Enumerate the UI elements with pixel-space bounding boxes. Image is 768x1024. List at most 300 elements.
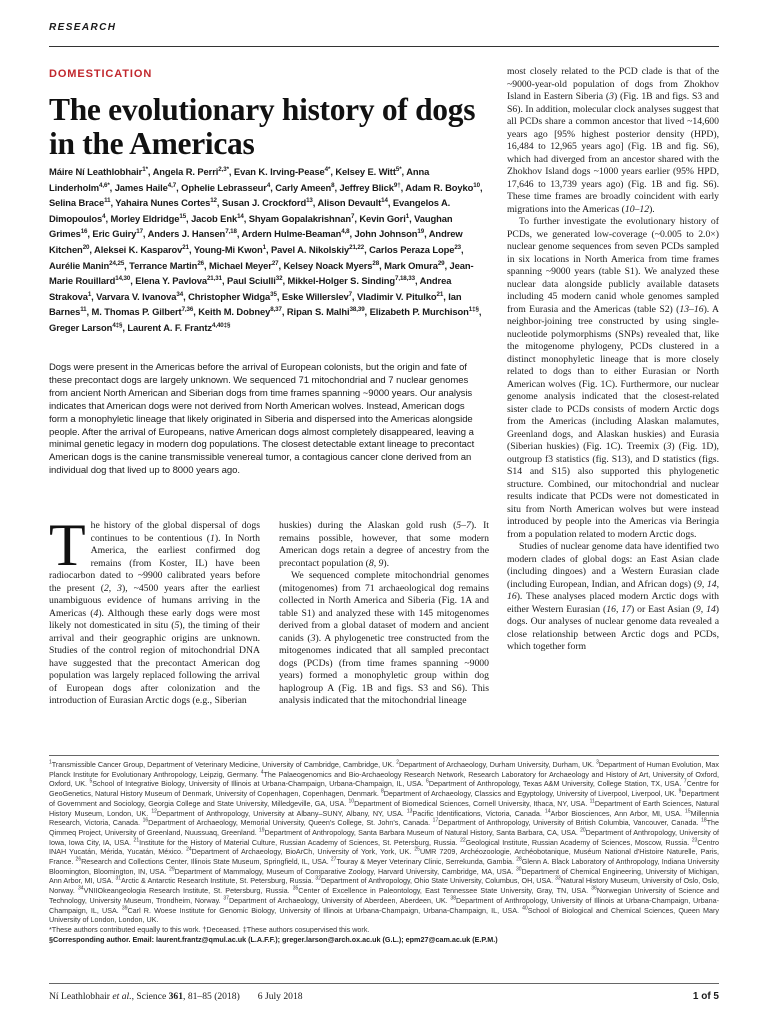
author-list: Máire Ní Leathlobhair$^{1*}$, Angela R. Perri$^{2,3*}$, Evan K. Irving-Pease$^{4*}$, Kelsey E. Witt$^{5*}$, Anna Linderholm$^{4,6*}$, James Haile$^{4,7}$, Ophelie Lebrasseur$^4$, Carly Ameen$^8$, Jeffrey Blick$^{9\dagger}$, Adam R. Boyko$^{10}$, Selina Brace$^{11}$, Yahaira Nunes Cortes$^{12}$, Susan J. Crockford$^{13}$, Alison Devault$^{14}$, Evangelos A. Dimopoulos$^4$, Morley Eldridge$^{15}$, Jacob Enk$^{14}$, Shyam Gopalakrishnan$^7$, Kevin Gori$^1$, Vaughan Grimes$^{16}$, Eric Guiry$^{17}$, Anders J. Hansen$^{7,18}$, Ardern Hulme-Beaman$^{4,8}$, John Johnson$^{19}$, Andrew Kitchen$^{20}$, Aleksei K. Kasparov$^{21}$, Young-Mi Kwon$^1$, Pavel A. Nikolskiy$^{21,22}$, Carlos Peraza Lope$^{23}$, Aurélie Manin$^{24,25}$, Terrance Martin$^{26}$, Michael Meyer$^{27}$, Kelsey Noack Myers$^{28}$, Mark Omura$^{29}$, Jean-Marie Rouillard$^{14,30}$, Elena Y. Pavlova$^{21,31}$, Paul Sciulli$^{32}$, Mikkel-Holger S. Sinding$^{7,18,33}$, Andrea Strakova$^1$, Varvara V. Ivanova$^{34}$, Christopher Widga$^{35}$, Eske Willerslev$^7$, Vladimir V. Pitulko$^{21}$, Ian Barnes$^{11}$, M. Thomas P. Gilbert$^{7,36}$, Keith M. Dobney$^{8,37}$, Ripan S. Malhi$^{38,39}$, Elizabeth P. Murchison$^{1\ddagger\S}$, Greger Larson$^{4\ddagger\S}$, Laurent A. F. Frantz$^{4,40\ddagger\S}$ xyxy=(49,165,483,333)
author xyxy=(92,228,143,239)
author-name: Evan K. Irving-Pease xyxy=(233,166,325,177)
author-affiliation-marker: 4,7 xyxy=(167,181,177,189)
author-name: Shyam Gopalakrishnan xyxy=(248,212,351,224)
text-run: ). A neighbor-joining tree constructed by using single-nucleotide polymorphisms (SNPs) revealed that, like the mitogenome phylogeny, PCDs clustered in a distinct monophyletic lineage that is more closely related to dogs than to either Eurasian or North American wolves (Fig. 1C). Furthermore, our nuclear genome analysis indicated that the closest-related sister clade to PCDs consists of modern Arctic dogs from the Americas (including Alaskan malamutes, Greenland dogs, and Alaskan huskies) and Eurasia (Siberian huskies) (Fig. 1C). Treemix ( xyxy=(507,303,720,452)
affiliation-text: Department of Anthropology, University at Albany–SUNY, Albany, NY, USA. xyxy=(156,808,407,818)
paragraph xyxy=(507,216,719,541)
author-affiliation-marker: 14 xyxy=(237,212,244,220)
author-name: Paul Sciulli xyxy=(226,275,276,287)
author xyxy=(384,260,444,271)
affiliation-number: 36 xyxy=(591,885,597,892)
affiliation-number: 15 xyxy=(685,808,691,815)
affiliation-text: Geological Institute, Russian Academy of Sciences, Moscow, Russia. xyxy=(465,837,692,847)
author xyxy=(49,260,124,271)
text-run: – xyxy=(689,303,694,315)
paragraph xyxy=(279,520,489,570)
reference-number: 9 xyxy=(378,557,384,569)
author-name: Young-Mi Kwon xyxy=(193,243,263,255)
author-affiliation-marker: 4,6* xyxy=(99,181,110,189)
author-affiliation-marker: 26 xyxy=(197,259,204,267)
affiliation-number: 6 xyxy=(426,779,429,786)
paragraph xyxy=(49,512,261,708)
author-name: Alison Devault xyxy=(317,197,382,209)
paragraph xyxy=(279,570,489,708)
author xyxy=(242,228,350,239)
reference-number: 7 xyxy=(465,520,471,531)
author-affiliation-marker: 8,37 xyxy=(270,306,282,314)
author-affiliation-marker: 7 xyxy=(348,290,352,298)
page-number: 1 of 5 xyxy=(692,991,719,1002)
author xyxy=(234,166,330,177)
reference-number: 8 xyxy=(368,557,374,569)
section-label: DOMESTICATION xyxy=(49,68,153,80)
author xyxy=(96,291,183,302)
author xyxy=(222,197,313,208)
author xyxy=(227,275,283,286)
affiliation-text: VNIIOkeangeologia Research Institute, St. Petersburg, Russia. xyxy=(83,886,293,896)
affiliation-number: 13 xyxy=(406,808,413,815)
citation-volume: 361 xyxy=(168,991,184,1002)
paragraph xyxy=(507,541,719,654)
author-affiliation-marker: 4 xyxy=(102,212,106,220)
affiliation-number: 38 xyxy=(450,895,456,902)
author xyxy=(405,182,480,193)
affiliation-number: 3 xyxy=(596,759,599,766)
affiliation-text: Department of Anthropology, Santa Barbara Museum of Natural History, Santa Barbara, CA, USA. xyxy=(264,827,581,837)
author-affiliation-marker: 21,22 xyxy=(349,243,365,251)
author-affiliation-marker: 29 xyxy=(437,259,445,267)
affiliation-number: 25 xyxy=(414,846,420,853)
author-affiliation-marker: 10 xyxy=(473,181,480,189)
author xyxy=(287,275,414,286)
top-rule xyxy=(49,46,719,47)
author-name: Elena Y. Pavlova xyxy=(135,275,207,287)
affiliation-text: Glenn A. Black Laboratory of Anthropology, Indiana University Bloomington, Bloomington, IN, USA. xyxy=(49,857,719,876)
author-name: Elizabeth P. Murchison xyxy=(369,306,469,318)
affiliation-number: 4 xyxy=(260,769,264,776)
author-name: Anders J. Hansen xyxy=(147,228,226,240)
affiliation-text: Department of Archaeology, University of Aberdeen, Aberdeen, UK. xyxy=(228,895,451,905)
author xyxy=(275,182,334,193)
affiliation-text: School of Integrative Biology, University of Illinois at Urbana-Champaign, Urbana-Champaign, IL, USA. xyxy=(92,779,427,789)
author-name: Angela R. Perri xyxy=(152,166,219,177)
author-affiliation-marker: 1 xyxy=(405,212,410,220)
text-run: ) or East Asian ( xyxy=(630,603,696,615)
bottom-rule xyxy=(49,983,719,984)
affiliation-number: 22 xyxy=(460,837,466,844)
affiliation-text: Arctic & Antarctic Research Institute, St. Petersburg, Russia. xyxy=(121,876,316,886)
author xyxy=(115,182,176,193)
author-affiliation-marker: 1‡§ xyxy=(468,306,479,314)
affiliation-text: Arbor Biosciences, Ann Arbor, MI, USA. xyxy=(550,808,686,818)
author-name: Ardern Hulme-Beaman xyxy=(241,228,342,240)
text-run: ). xyxy=(383,557,390,569)
author-name: Aurélie Manin xyxy=(49,259,110,271)
author xyxy=(94,244,189,255)
text-run: he history of the global dispersal of dogs continues to be contentious ( xyxy=(90,520,260,544)
author-name: Andrew Kitchen xyxy=(49,228,463,255)
author-name: Eske Willerslev xyxy=(281,290,349,302)
text-run: ) (Fig. 1B and figs. S3 and S6). In addition, molecular clock analyses suggest that all PCDs share a common ancestor that lived ~14,600 years ago [95% highest posterior density (HPD), 16,484 to 12,965 years ago] (Fig. 1B and fig. S6), which had diverged from an ancestor shared with the Zhokhov Island dogs ~1000 years earlier (95% HPD, 17,646 to 13,739 years ago) (Fig. 1B and fig. S6). These time frames are broadly coincident with early migrations into the Americas ( xyxy=(507,91,719,215)
author xyxy=(191,213,244,224)
affiliation-text: Department of Government and Sociology, Georgia College and State University, Milledgeville, GA, USA. xyxy=(49,789,719,808)
author-affiliation-marker: 23 xyxy=(454,243,462,251)
author-affiliation-marker: 4 xyxy=(266,181,271,189)
footnote-rule xyxy=(49,755,719,756)
author-affiliation-marker: 12 xyxy=(210,197,217,205)
affiliation-text: Touray & Meyer Veterinary Clinic, Serrekunda, Gambia. xyxy=(336,857,517,867)
affiliation-number: 33 xyxy=(555,876,561,883)
footnotes xyxy=(49,760,719,944)
author xyxy=(153,166,229,177)
text-run: ). A phylogenetic tree constructed from the mitogenomes indicated that all sampled precontact dogs (PCDs) (from time frames spanning ~9000 years) formed a monophyletic group within dog haplogroup A (Fig. 1B and figs. S3 and S6). This analysis indicated that the mitochondrial lineage xyxy=(279,632,489,706)
affiliation-number: 16 xyxy=(142,817,149,824)
reference-number: 5 xyxy=(456,520,462,531)
author xyxy=(115,197,217,208)
paragraph xyxy=(507,66,719,216)
text-run: – xyxy=(634,203,640,215)
affiliation-text: Department of Archaeology, Durham University, Durham, UK. xyxy=(399,760,597,769)
affiliation-number: 27 xyxy=(330,856,337,863)
author-affiliation-marker: 1* xyxy=(142,165,148,173)
affiliation-number: 7 xyxy=(683,779,687,786)
author-affiliation-marker: 7 xyxy=(350,212,355,220)
affiliation-text: School of Biological and Chemical Sciences, Queen Mary University of London, London, UK. xyxy=(49,905,719,925)
author-name: Evangelos A. Dimopoulos xyxy=(49,197,451,224)
author xyxy=(284,260,380,271)
author xyxy=(129,260,204,271)
author-name: Aleksei K. Kasparov xyxy=(94,243,183,255)
equal-contribution-note: *These authors contributed equally to this work. †Deceased. ‡These authors cosupervised this work. xyxy=(49,924,370,934)
reference-number: 14 xyxy=(706,578,717,590)
reference-number: 10 xyxy=(624,203,635,215)
affiliation-number: 28 xyxy=(516,856,522,863)
body-column-1 xyxy=(49,512,261,708)
author-affiliation-marker: 1 xyxy=(87,290,92,298)
author-affiliation-marker: 24,25 xyxy=(109,259,125,267)
author-name: Vaughan Grimes xyxy=(49,212,453,240)
author-affiliation-marker: 20 xyxy=(82,243,90,251)
affiliation-number: 23 xyxy=(691,837,698,844)
author-affiliation-marker: 7,18,33 xyxy=(395,275,415,283)
author-affiliation-marker: 16 xyxy=(80,228,88,236)
author-name: Mikkel-Holger S. Sinding xyxy=(287,275,395,287)
author xyxy=(357,291,443,302)
author-affiliation-marker: 27 xyxy=(271,259,279,267)
reference-number: 16 xyxy=(507,591,517,602)
citation-etal: et al. xyxy=(112,991,132,1002)
author-affiliation-marker: 1 xyxy=(262,243,266,251)
affiliation-number: 8 xyxy=(380,788,384,795)
author-name: Morley Eldridge xyxy=(110,212,180,224)
author-name: Máire Ní Leathlobhair xyxy=(49,166,143,177)
text-run: ). It remains possible, however, that some modern American dogs retain a degree of ancestry from the precontact population ( xyxy=(279,520,489,569)
author-affiliation-marker: 21 xyxy=(182,243,189,251)
reference-number: 13 xyxy=(679,303,690,315)
affiliation-text: Centro INAH Yucatán, Mérida, Yucatán, México. xyxy=(49,837,719,857)
affiliation-text: Department of Anthropology, University of Iowa, Iowa City, IA, USA. xyxy=(49,827,719,847)
affiliation-text: Center of Excellence in Paleontology, East Tennessee State University, Gray, TN, USA. xyxy=(298,886,592,896)
author-name: Eric Guiry xyxy=(92,228,137,240)
text-run: ). xyxy=(649,203,655,215)
author-name: Ian Barnes xyxy=(49,290,462,318)
affiliation-text: Norwegian University of Science and Technology, University Museum, Trondheim, Norway. xyxy=(49,886,719,905)
affiliation-text: Department of Mammalogy, Museum of Comparative Zoology, Harvard University, Cambridge, MA, USA. xyxy=(174,866,516,876)
author-name: Kelsey Noack Myers xyxy=(283,259,373,271)
text-run: ). In North America, the earliest confirmed dog remains (from Koster, IL) have been radiocarbon dated to ~9900 calibrated years before the present ( xyxy=(49,532,260,594)
affiliation-number: 37 xyxy=(223,895,229,902)
author-affiliation-marker: 5* xyxy=(395,165,402,173)
text-run: ) (Fig. 1D), outgroup f3 statistics (fig. S13), and D statistics (figs. S14 and S15) also supported this phylogenetic structure. Combined, our mitochondrial and nuclear results indicate that PCDs were not domesticated in situ from North American wolves but were instead introduced by people into the Americas via Beringia from a population related to modern Arctic dogs. xyxy=(507,441,719,540)
author xyxy=(148,228,237,239)
author xyxy=(287,306,365,317)
affiliation-number: 12 xyxy=(151,808,157,815)
reference-number: 2 xyxy=(103,582,109,594)
text-run: , xyxy=(108,582,118,594)
author-affiliation-marker: 11 xyxy=(80,306,87,314)
author xyxy=(135,275,222,286)
author-affiliation-marker: 34 xyxy=(176,290,184,298)
reference-number: 14 xyxy=(706,603,716,615)
author xyxy=(249,213,355,224)
citation-pages: , 81–85 (2018) xyxy=(183,991,240,1002)
text-run: To further investigate the evolutionary history of PCDs, we generated low-coverage (~0.005 to 2.0×) nuclear genome sequences from seven PCDs sampled in six locations in North America from time frames spanning ~9000 years (table S1). We analyzed these nuclear data alongside publicly available datasets including 45 modern canid whole genomes sampled from Eurasia and the Americas (table S2) ( xyxy=(507,216,719,315)
affiliation-number: 20 xyxy=(580,827,586,834)
affiliation-number: 40 xyxy=(522,905,528,912)
author-name: Greger Larson xyxy=(49,321,113,333)
corresponding-author: §Corresponding author. Email: laurent.frantz@qmul.ac.uk (L.A.F.F.); greger.larson@arch.ox.ac.uk (G.L.); epm27@cam.ac.uk (E.P.M.) xyxy=(49,934,498,944)
affiliation-text: Department of Anthropology, Texas A&M University, College Station, TX, USA. xyxy=(428,779,684,789)
author-affiliation-marker: 17 xyxy=(136,228,143,236)
author-affiliation-marker: 21 xyxy=(436,290,444,298)
author-name: Vladimir V. Pitulko xyxy=(356,290,437,302)
text-run: ). Although these early dogs were most likely not domesticated in situ ( xyxy=(49,607,260,631)
author-name: Varvara V. Ivanova xyxy=(96,290,177,302)
author xyxy=(188,291,277,302)
author xyxy=(355,228,425,239)
affiliation-number: 19 xyxy=(258,827,265,834)
author-affiliation-marker: 7,18 xyxy=(225,228,237,236)
author-affiliation-marker: 13 xyxy=(306,197,313,205)
reference-number: 17 xyxy=(621,603,631,615)
author-name: Carly Ameen xyxy=(275,181,332,193)
author-affiliation-marker: 19 xyxy=(417,228,425,236)
affiliation-number: 17 xyxy=(432,817,439,824)
author-affiliation-marker: 35 xyxy=(270,290,277,298)
author-affiliation-marker: 7,36 xyxy=(181,306,194,314)
affiliation-number: 30 xyxy=(515,866,522,873)
author xyxy=(49,322,122,333)
reference-number: 3 xyxy=(117,582,122,594)
affiliation-text: Millennia Research, Victoria, Canada. xyxy=(49,808,719,828)
citation-journal: , Science xyxy=(131,991,169,1002)
author-name: Carlos Peraza Lope xyxy=(369,243,455,255)
author-affiliation-marker: 9† xyxy=(393,181,401,189)
author-affiliation-marker: 14 xyxy=(381,197,388,205)
author-affiliation-marker: 4,8 xyxy=(341,228,350,236)
author-affiliation-marker: 32 xyxy=(275,275,283,283)
body-column-2 xyxy=(279,520,489,708)
author-affiliation-marker: 38,39 xyxy=(349,306,365,314)
author-name: Susan J. Crockford xyxy=(221,197,307,209)
reference-number: 5 xyxy=(174,620,180,631)
text-run: , xyxy=(615,603,622,615)
affiliation-number: 9 xyxy=(678,788,682,795)
author-affiliation-marker: 15 xyxy=(179,212,187,220)
affiliation-text: UMR 7209, Archéozoologie, Archéobotanique, Muséum National d'Histoire Naturelle, Paris, France. xyxy=(49,847,719,867)
drop-cap: T xyxy=(49,512,86,578)
affiliation-text: Department of Biomedical Sciences, Cornell University, Ithaca, NY, USA. xyxy=(354,798,590,808)
author-name: Laurent A. F. Frantz xyxy=(127,321,212,333)
reference-number: 3 xyxy=(609,91,614,102)
author-name: M. Thomas P. Gilbert xyxy=(91,306,182,318)
text-run: We sequenced complete mitochondrial genomes (mitogenomes) from 71 archaeological dog remains collected in North America and Siberia (Fig. 1A and table S1) and analyzed these with 145 mitogenomes derived from a global dataset of modern and ancient canids ( xyxy=(279,570,489,644)
text-run: ), ~4500 years after the earliest unambiguous evidence of humans arriving in the Americas ( xyxy=(49,582,260,619)
affiliation-number: 35 xyxy=(292,885,299,892)
affiliation-number: 2 xyxy=(396,759,399,766)
affiliation-number: 29 xyxy=(169,866,175,873)
author-affiliation-marker: 11 xyxy=(104,197,111,205)
citation-name: Ní Leathlobhair xyxy=(49,991,113,1002)
author-name: Ripan S. Malhi xyxy=(286,306,350,318)
text-run: , xyxy=(700,603,707,615)
author-affiliation-marker: 4,40‡§ xyxy=(212,321,231,329)
reference-number: 4 xyxy=(93,607,99,619)
author xyxy=(335,166,401,177)
affiliation-text: Department of Anthropology, Ohio State University, Columbus, OH, USA. xyxy=(320,876,556,886)
author-name: Selina Brace xyxy=(49,197,105,209)
author xyxy=(317,197,387,208)
author xyxy=(92,306,194,317)
affiliation-text: Natural History Museum, University of Oslo, Oslo, Norway. xyxy=(49,876,720,896)
affiliation-number: 5 xyxy=(89,779,93,786)
affiliation-number: 31 xyxy=(115,876,122,883)
affiliation-number: 26 xyxy=(75,856,82,863)
author xyxy=(369,244,461,255)
author-affiliation-marker: 28 xyxy=(372,259,380,267)
author-name: Kelsey E. Witt xyxy=(335,166,396,177)
affiliation-text: Pacific Identifications, Victoria, Canada. xyxy=(412,808,545,818)
affiliation-text: Carl R. Woese Institute for Genomic Biology, University of Illinois at Urbana-Champaign, Urbana-Champaign, IL, USA. xyxy=(127,905,523,915)
affiliation-number: 10 xyxy=(348,798,355,805)
reference-number: 16 xyxy=(606,603,616,615)
affiliation-text: The Qimmeq Project, University of Greenland, Nuussuaq, Greenland. xyxy=(49,818,720,837)
affiliation-number: 32 xyxy=(315,876,321,883)
author-name: Christopher Widga xyxy=(188,290,271,302)
author xyxy=(339,182,400,193)
author-name: Terrance Martin xyxy=(129,259,198,271)
affiliation-number: 34 xyxy=(78,885,84,892)
author-affiliation-marker: 4* xyxy=(324,165,331,173)
author-name: John Johnson xyxy=(354,228,418,240)
author-name: Jean-Marie Rouillard xyxy=(49,259,474,287)
author-name: Keith M. Dobney xyxy=(198,306,271,318)
affiliation-number: 18 xyxy=(701,817,707,824)
reference-number: 3 xyxy=(666,441,672,452)
text-run: Studies of nuclear genome data have identified two modern clades of global dogs: an East Asian clade (including dingoes) and a Western Eurasian clade (including European, Indian, and African dogs) ( xyxy=(507,541,719,590)
author-name: Anna Linderholm xyxy=(49,166,430,193)
footer-citation xyxy=(49,991,303,1002)
affiliation-text: Research and Collections Center, Illinois State Museum, Springfield, IL, USA. xyxy=(81,857,331,867)
affiliations xyxy=(49,760,719,924)
author xyxy=(282,291,352,302)
text-run: , xyxy=(373,557,379,569)
affiliation-text: The Palaeogenomics and Bio-Archaeology Research Network, Research Laboratory for Archaeology and History of Art, University of Oxford, Oxford, UK. xyxy=(49,769,719,789)
author xyxy=(181,182,270,193)
affiliation-text: Transmissible Cancer Group, Department of Veterinary Medicine, University of Cambridge, Cambridge, UK. xyxy=(51,760,397,769)
reference-number: 9 xyxy=(695,603,701,615)
affiliation-text: Department of Archaeology, BioArCh, University of York, York, UK. xyxy=(191,847,415,857)
author xyxy=(359,213,409,224)
author xyxy=(198,306,282,317)
author-name: Kevin Gori xyxy=(359,212,406,224)
author-name: Andrea Strakova xyxy=(49,275,452,302)
affiliation-text: Department of Earth Sciences, Natural History Museum, London, UK. xyxy=(49,798,719,818)
author-name: Adam R. Boyko xyxy=(405,181,474,193)
affiliation-text: Department of Chemical Engineering, University of Michigan, Ann Arbor, MI, USA. xyxy=(49,866,719,886)
affiliation-text: Department of Human Evolution, Max Planck Institute for Evolutionary Anthropology, Leipzig, Germany. xyxy=(49,760,719,779)
author-name: Mark Omura xyxy=(384,259,438,271)
article-title: The evolutionary history of dogs in the Americas xyxy=(49,92,476,161)
body-column-3 xyxy=(507,66,719,654)
reference-number: 16 xyxy=(693,303,704,315)
author-name: Jeffrey Blick xyxy=(339,181,394,193)
affiliation-text: Department of Archaeology, Classics and Egyptology, University of Liverpool, Liverpool, UK. xyxy=(383,789,679,799)
affiliation-text: Department of Archaeology, Memorial University, Queen's College, St. John's, Canada. xyxy=(148,818,433,828)
author-name: James Haile xyxy=(114,181,168,193)
text-run: , xyxy=(701,578,707,590)
author xyxy=(49,166,148,177)
text-run: , xyxy=(716,578,720,590)
author xyxy=(209,260,278,271)
affiliation-number: 39 xyxy=(121,905,128,912)
affiliation-text: Department of Anthropology, University of Illinois at Urbana-Champaign, Urbana-Champaign, IL, USA. xyxy=(49,895,719,915)
author-name: Pavel A. Nikolskiy xyxy=(271,243,350,255)
reference-number: 9 xyxy=(697,578,702,590)
affiliation-number: 21 xyxy=(133,837,140,844)
author-affiliation-marker: 8 xyxy=(331,181,335,189)
author xyxy=(127,322,230,333)
author-affiliation-marker: 4‡§ xyxy=(112,321,123,329)
affiliation-number: 24 xyxy=(186,846,192,853)
author-affiliation-marker: 2,3* xyxy=(218,165,229,173)
affiliation-text: Centre for GeoGenetics, Natural History Museum of Denmark, University of Copenhagen, Copenhagen, Denmark. xyxy=(49,779,719,799)
author xyxy=(111,213,187,224)
author-name: Yahaira Nunes Cortes xyxy=(115,197,211,209)
author-affiliation-marker: 21,31 xyxy=(206,275,222,283)
author-name: Ophelie Lebrasseur xyxy=(181,181,267,193)
affiliation-number: 14 xyxy=(544,808,551,815)
author-name: Jacob Enk xyxy=(191,212,238,224)
footer-date: 6 July 2018 xyxy=(257,991,303,1002)
reference-number: 1 xyxy=(210,532,215,544)
affiliation-number: 1 xyxy=(49,759,52,766)
reference-number: 12 xyxy=(639,203,650,215)
affiliation-text: Department of Anthropology, University of British Columbia, Vancouver, Canada. xyxy=(438,818,702,828)
text-run: – xyxy=(461,520,466,531)
reference-number: 3 xyxy=(310,632,316,644)
abstract: Dogs were present in the Americas before the arrival of European colonists, but the origin and fate of these precontact dogs are largely unknown. We sequenced 71 mitochondrial and 7 nuclear genomes from ancient North American and Siberian dogs from time frames spanning ~9000 years. Our analysis indicates that American dogs were not derived from North American wolves. Instead, American dogs form a monophyletic lineage that likely originated in Siberia and dispersed into the Americas alongside people. After the arrival of Europeans, native American dogs almost completely disappeared, leaving a minimal genetic legacy in modern dog populations. The closest detectable extant lineage to precontact American dogs is the canine transmissible venereal tumor, a contagious cancer clone derived from an individual dog that lived up to 8000 years ago. xyxy=(49,362,475,477)
author xyxy=(271,244,364,255)
running-head: RESEARCH xyxy=(49,22,117,33)
affiliation-number: 11 xyxy=(589,798,595,805)
text-run: most closely related to the PCD clade is that of the ~9000-year-old population of dogs from Zhokhov Island in Eastern Siberia ( xyxy=(507,66,719,102)
text-run: ) dogs. Our analyses of nuclear genome data revealed a close relationship between Arctic dogs and PCDs, which together form xyxy=(507,603,720,652)
author xyxy=(370,306,479,317)
text-run: huskies) during the Alaskan gold rush ( xyxy=(279,520,457,531)
author xyxy=(194,244,266,255)
author-name: Michael Meyer xyxy=(209,259,272,271)
